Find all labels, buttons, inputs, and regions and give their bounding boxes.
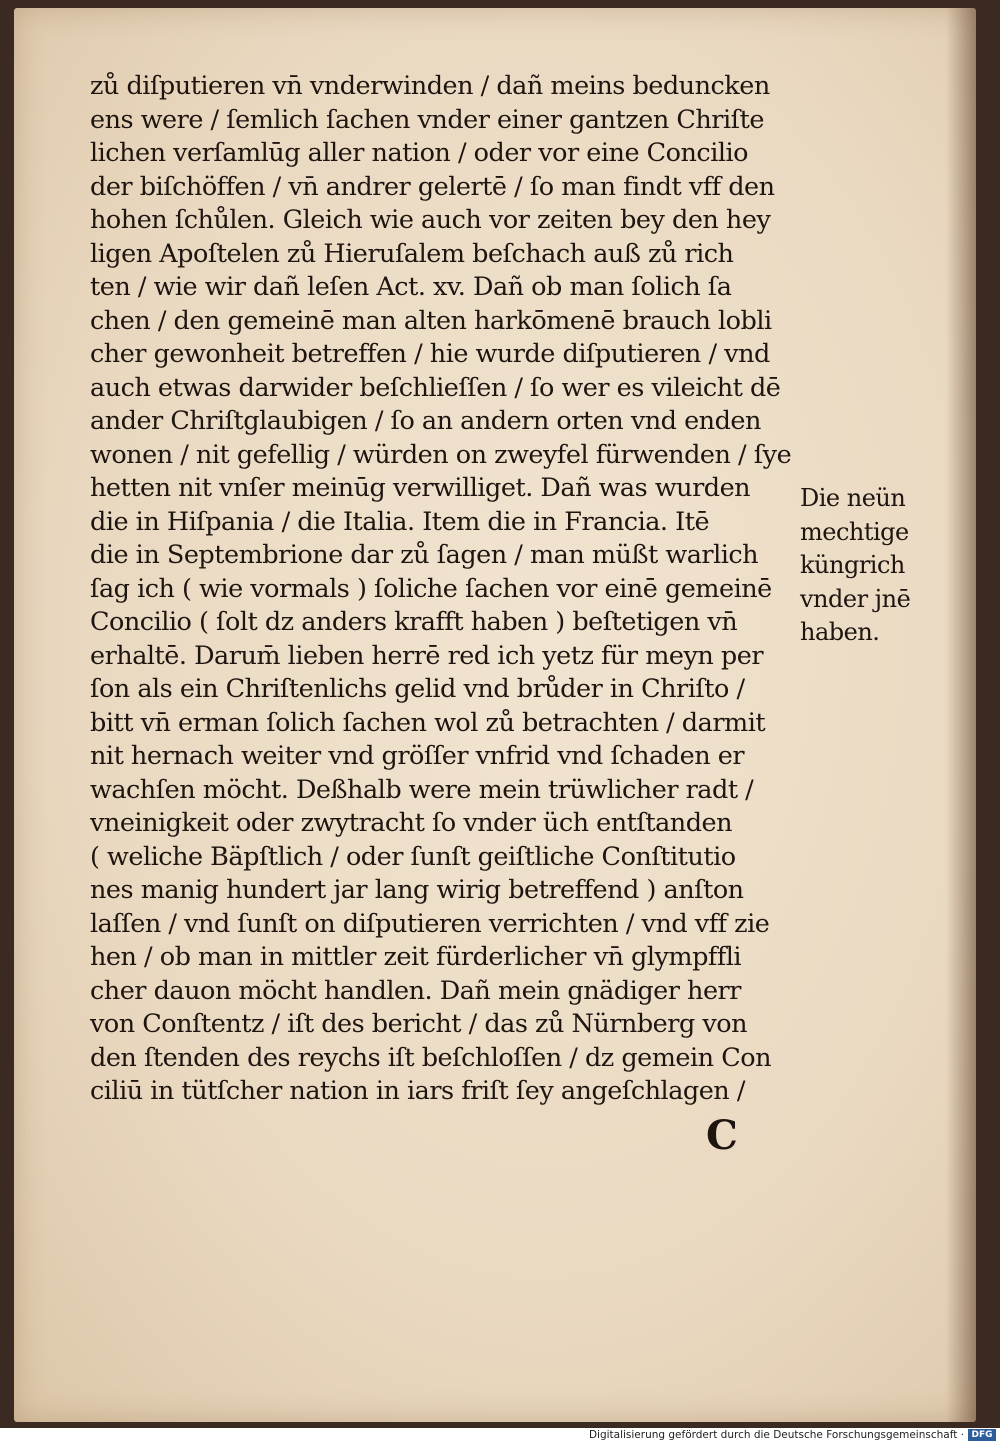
- page-gutter-shadow: [946, 8, 976, 1422]
- text-line: zů diſputieren vn̄ vnderwinden / dañ meins beduncken: [90, 71, 770, 101]
- dfg-logo: DFG: [968, 1429, 996, 1441]
- text-line: ſag ich ( wie vormals ) ſoliche ſachen vor einē gemeinē: [90, 573, 772, 604]
- text-line: nit hernach weiter vnd gröſſer vnfrid vnd ſchaden er: [90, 741, 745, 771]
- footer-credit: Digitalisierung gefördert durch die Deutsche Forschungsgemeinschaft ·: [588, 1429, 964, 1441]
- text-line: cher gewonheit betreffen / hie wurde diſputieren / vnd: [90, 339, 770, 369]
- footer-bar: [0, 1428, 1000, 1443]
- text-line: auch etwas darwider beſchlieſſen / ſo wer es vileicht dē: [90, 372, 781, 403]
- main-text-block: [90, 70, 810, 1109]
- text-line: ( weliche Bäpſtlich / oder ſunſt geiſtliche Conſtitutio: [90, 841, 736, 872]
- text-line: nes manig hundert jar lang wirig betreffend ) anſton: [90, 875, 744, 905]
- text-line: die in Hiſpania / die Italia. Item die in Francia. Itē: [90, 506, 710, 537]
- marginal-note-line: haben.: [800, 618, 880, 646]
- text-line: hohen ſchůlen. Gleich wie auch vor zeiten bey den hey: [90, 205, 771, 235]
- marginal-note: [800, 482, 960, 650]
- text-line: der biſchöffen / vn̄ andrer gelertē / ſo man findt vff den: [90, 171, 775, 202]
- signature-mark: C: [706, 1112, 738, 1159]
- text-line: ens were / ſemlich ſachen vnder einer gantzen Chriſte: [90, 104, 764, 135]
- text-line: wonen / nit gefellig / würden on zweyfel fürwenden / ſye: [90, 439, 792, 470]
- text-line: cher dauon möcht handlen. Dañ mein gnädiger herr: [90, 975, 741, 1006]
- text-line: hen / ob man in mittler zeit fürderlicher vn̄ glympffli: [90, 942, 742, 972]
- text-line: hetten nit vnſer meinūg verwilliget. Dañ was wurden: [90, 473, 751, 503]
- text-line: Concilio ( ſolt dz anders krafft haben ) beſtetigen vn̄: [90, 607, 738, 637]
- marginal-note-line: küngrich: [800, 551, 905, 579]
- text-line: lichen verſamlūg aller nation / oder vor eine Concilio: [90, 138, 749, 168]
- text-line: chen / den gemeinē man alten harkōmenē brauch lobli: [90, 305, 772, 336]
- text-line: von Conſtentz / iſt des bericht / das zů Nürnberg von: [90, 1009, 748, 1039]
- text-line: erhaltē. Darum̄ lieben herrē red ich yetz für meyn per: [90, 640, 764, 671]
- text-line: ciliū in tütſcher nation in iars friſt ſey angeſchlagen /: [90, 1076, 745, 1106]
- text-line: bitt vn̄ erman ſolich ſachen wol zů betrachten / darmit: [90, 707, 766, 738]
- text-line: die in Septembrione dar zů ſagen / man müßt warlich: [90, 540, 759, 570]
- text-line: ſon als ein Chriſtenlichs gelid vnd brůder in Chriſto /: [90, 674, 745, 704]
- text-line: wachſen möcht. Deßhalb were mein trüwlicher radt /: [90, 774, 754, 805]
- text-line: laſſen / vnd ſunſt on diſputieren verrichten / vnd vff zie: [90, 908, 770, 939]
- text-line: ten / wie wir dañ leſen Act. xv. Dañ ob man ſolich ſa: [90, 272, 732, 302]
- text-line: ander Chriſtglaubigen / ſo an andern orten vnd enden: [90, 406, 761, 436]
- marginal-note-line: mechtige: [800, 517, 909, 546]
- text-line: den ſtenden des reychs iſt beſchloſſen / dz gemein Con: [90, 1042, 771, 1073]
- marginal-note-line: Die neün: [800, 484, 906, 512]
- text-line: vneinigkeit oder zwytracht ſo vnder üch entſtanden: [90, 808, 733, 838]
- text-line: ligen Apoſtelen zů Hieruſalem beſchach auß zů rich: [90, 238, 734, 269]
- marginal-note-line: vnder jnē: [800, 584, 911, 613]
